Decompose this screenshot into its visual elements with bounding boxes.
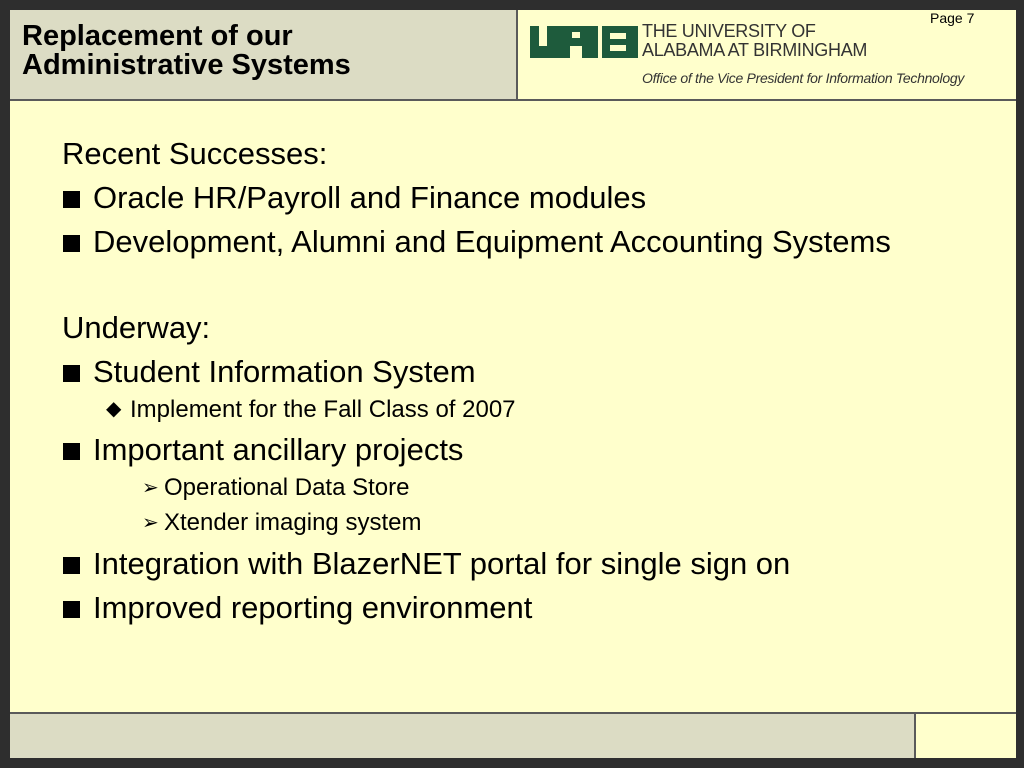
list-item-label: Development, Alumni and Equipment Accounting Systems xyxy=(93,224,891,259)
list-item xyxy=(62,178,922,218)
office-name: Office of the Vice President for Information Technology xyxy=(642,70,965,86)
university-name-line-2: ALABAMA AT BIRMINGHAM xyxy=(642,40,868,60)
list-item-label: Student Information System xyxy=(93,354,476,389)
square-bullet-icon xyxy=(63,443,80,460)
sub-list-item-label: Implement for the Fall Class of 2007 xyxy=(130,396,516,423)
list-item-label: Important ancillary projects xyxy=(93,432,464,467)
title-line-2: Administrative Systems xyxy=(22,49,351,81)
list-item xyxy=(62,544,922,584)
list-item xyxy=(62,430,922,470)
list-item-label: Integration with BlazerNET portal for single sign on xyxy=(93,546,791,581)
square-bullet-icon xyxy=(63,235,80,252)
sub-list-item xyxy=(62,506,922,540)
sub-list-item xyxy=(62,393,922,426)
university-name-line-1: THE UNIVERSITY OF xyxy=(642,21,816,41)
arrow-bullet-icon: ➢ xyxy=(142,512,159,534)
uab-logo-icon xyxy=(530,24,638,60)
square-bullet-icon xyxy=(63,191,80,208)
footer-panel xyxy=(10,714,916,758)
list-item-label: Improved reporting environment xyxy=(93,590,533,625)
slide-title xyxy=(22,22,351,80)
square-bullet-icon xyxy=(63,365,80,382)
slide-body xyxy=(62,134,922,628)
sub-list-item xyxy=(62,471,922,505)
arrow-bullet-icon: ➢ xyxy=(142,477,159,499)
sub-list-item-label: Operational Data Store xyxy=(164,474,410,501)
sub-list-item-label: Xtender imaging system xyxy=(164,509,422,536)
list-item xyxy=(62,222,922,262)
list-item-label: Oracle HR/Payroll and Finance modules xyxy=(93,180,647,215)
diamond-bullet-icon: ◆ xyxy=(106,398,122,420)
underway-heading: Underway: xyxy=(62,310,211,345)
title-panel xyxy=(10,10,518,101)
square-bullet-icon xyxy=(63,601,80,618)
list-item xyxy=(62,588,922,628)
square-bullet-icon xyxy=(63,557,80,574)
list-item xyxy=(62,352,922,392)
title-line-1: Replacement of our xyxy=(22,20,293,52)
page-number: Page 7 xyxy=(930,10,975,26)
footer-bar xyxy=(10,712,1016,758)
recent-heading: Recent Successes: xyxy=(62,136,328,171)
